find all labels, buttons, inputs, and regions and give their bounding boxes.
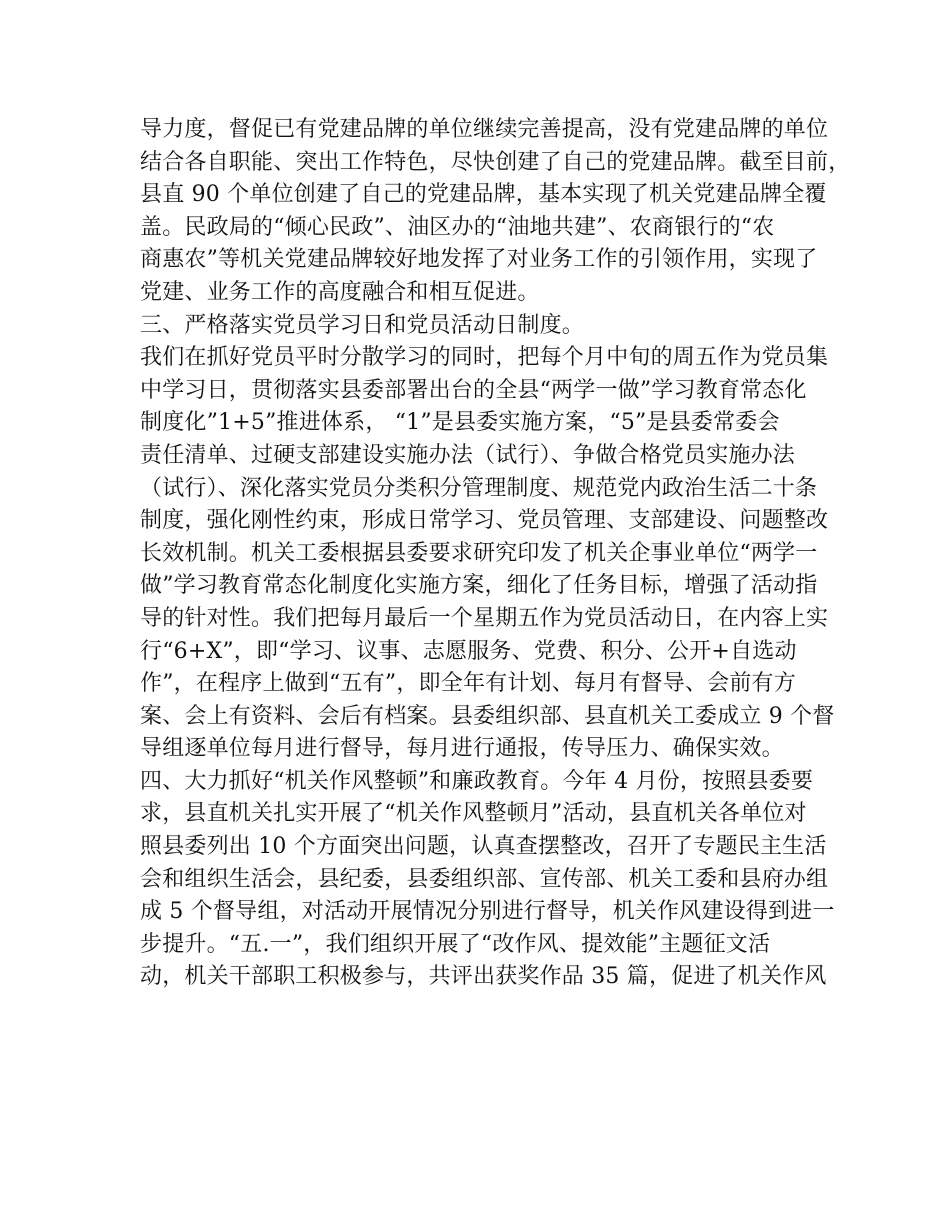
- text-line: 中学习日，贯彻落实县委部署出台的全县“两学一做”学习教育常态化: [140, 377, 807, 403]
- text-line: 步提升。“五.一”，我们组织开展了“改作风、提效能”主题征文活: [140, 931, 771, 957]
- text-line: 责任清单、过硬支部建设实施办法（试行）、争做合格党员实施办法: [140, 442, 796, 468]
- text-line: 长效机制。机关工委根据县委要求研究印发了机关企事业单位“两学一: [140, 540, 818, 566]
- text-line: 求，县直机关扎实开展了“机关作风整顿月”活动，县直机关各单位对: [140, 801, 807, 827]
- text-line: 党建、业务工作的高度融合和相互促进。: [140, 279, 540, 305]
- text-line: 案、会上有资料、会后有档案。县委组织部、县直机关工委成立 9 个督: [140, 703, 835, 729]
- text-line: 做”学习教育常态化制度化实施方案，细化了任务目标，增强了活动指: [140, 573, 818, 599]
- text-line: 行“6+X”，即“学习、议事、志愿服务、党费、积分、公开+自选动: [140, 638, 797, 664]
- text-line: 结合各自职能、突出工作特色，尽快创建了自己的党建品牌。截至目前，: [140, 149, 851, 175]
- text-line: 导力度，督促已有党建品牌的单位继续完善提高，没有党建品牌的单位: [140, 117, 829, 142]
- text-line: 导组逐单位每月进行督导，每月进行通报，传导压力、确保实效。: [140, 736, 784, 762]
- text-line: 会和组织生活会，县纪委，县委组织部、宣传部、机关工委和县府办组: [140, 866, 829, 892]
- text-line: 制度，强化刚性约束，形成日常学习、党员管理、支部建设、问题整改: [140, 508, 829, 534]
- text-line: 我们在抓好党员平时分散学习的同时，把每个月中旬的周五作为党员集: [140, 345, 829, 371]
- body-text: [140, 114, 851, 994]
- text-line: 作”，在程序上做到“五有”，即全年有计划、每月有督导、会前有方: [140, 671, 796, 697]
- text-line: 照县委列出 10 个方面突出问题，认真查摆整改，召开了专题民主生活: [140, 834, 827, 860]
- section-heading-3: 三、严格落实党员学习日和党员活动日制度。: [140, 312, 585, 338]
- text-line: 动，机关干部职工积极参与，共评出获奖作品 35 篇，促进了机关作风: [140, 964, 827, 990]
- text-line: 导的针对性。我们把每月最后一个星期五作为党员活动日，在内容上实: [140, 605, 829, 631]
- text-line: 商惠农”等机关党建品牌较好地发挥了对业务工作的引领作用，实现了: [140, 247, 818, 273]
- text-line: 成 5 个督导组，对活动开展情况分别进行督导，机关作风建设得到进一: [140, 899, 835, 925]
- text-line: 盖。民政局的“倾心民政”、油区办的“油地共建”、农商银行的“农: [140, 214, 775, 240]
- text-line: （试行）、深化落实党员分类积分管理制度、规范党内政治生活二十条: [140, 475, 818, 501]
- text-line: 制度化”1+5”推进体系， “1”是县委实施方案，“5”是县委常委会: [140, 410, 780, 436]
- text-line: 县直 90 个单位创建了自己的党建品牌，基本实现了机关党建品牌全覆: [140, 182, 827, 208]
- section-heading-4: 四、大力抓好“机关作风整顿”和廉政教育。今年 4 月份，按照县委要: [140, 768, 814, 794]
